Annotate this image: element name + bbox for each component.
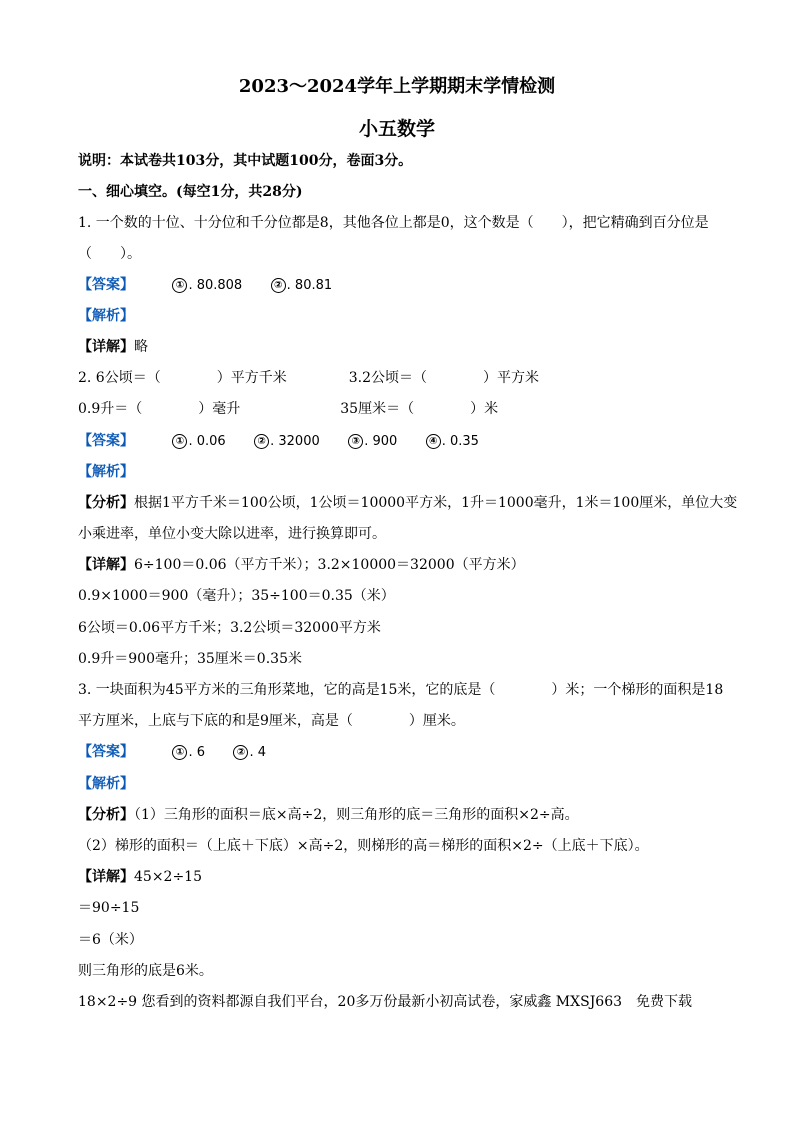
answer-value: . 4	[249, 745, 266, 760]
q2-detail-line4: 0.9升＝900毫升；35厘米＝0.35米	[78, 651, 302, 667]
q2-answer-row	[78, 432, 479, 451]
circled-number: ①	[172, 434, 187, 449]
detail-tag: 【详解】	[78, 557, 134, 573]
q2-line1	[78, 369, 539, 387]
answer-value: . 900	[364, 434, 398, 449]
q2-detail-line1	[78, 556, 525, 574]
detail-text: 6÷100＝0.06（平方千米）；3.2×10000＝32000（平方米）	[134, 557, 525, 573]
circled-number: ①	[172, 278, 187, 293]
q3-detail-line1	[78, 868, 202, 886]
answer-tag: 【答案】	[78, 277, 134, 293]
exam-title: 2023～2024学年上学期期末学情检测	[238, 76, 556, 97]
q1-line2: （ ）。	[78, 246, 141, 262]
fenxi-text: 根据1平方千米＝100公顷，1公顷＝10000平方米，1升＝1000毫升，1米＝100厘米，单位大变	[134, 495, 738, 511]
q3-line1: 3. 一块面积为45平方米的三角形菜地，它的高是15米，它的底是（ ）米；一个梯形的面积是18	[78, 682, 724, 698]
q3-fenxi-line1	[78, 806, 579, 824]
fenxi-tag: 【分析】	[78, 807, 134, 823]
answer-value: . 80.81	[286, 278, 333, 293]
q3-line2: 平方厘米，上底与下底的和是9厘米，高是（ ）厘米。	[78, 713, 465, 729]
section-title: 一、细心填空。(每空1分，共28分)	[78, 184, 303, 200]
answer-value: . 32000	[270, 434, 320, 449]
q2-part-b: 3.2公顷＝（ ）平方米	[348, 370, 539, 386]
q2-detail-line2: 0.9×1000＝900（毫升）；35÷100＝0.35（米）	[78, 588, 395, 604]
circled-number: ③	[348, 434, 363, 449]
q3-step3: ＝6（米）	[78, 932, 143, 948]
fenxi-text: （1）三角形的面积＝底×高÷2，则三角形的底＝三角形的面积×2÷高。	[134, 807, 579, 823]
fenxi-tag: 【分析】	[78, 495, 134, 511]
detail-tag: 【详解】	[78, 339, 134, 355]
circled-number: ②	[271, 278, 286, 293]
answer-value: . 0.35	[441, 434, 479, 449]
exam-subtitle: 小五数学	[358, 118, 435, 140]
answer-value: . 6	[188, 745, 205, 760]
answer-value: . 0.06	[188, 434, 226, 449]
answer-value: . 80.808	[188, 278, 243, 293]
answer-tag: 【答案】	[78, 433, 134, 449]
q1-detail	[78, 338, 148, 356]
detail-tag: 【详解】	[78, 869, 134, 885]
q2-part-d: 35厘米＝（ ）米	[340, 401, 499, 417]
circled-number: ②	[254, 434, 269, 449]
circled-number: ②	[233, 745, 248, 760]
detail-text: 45×2÷15	[134, 869, 202, 885]
q2-part-a: 2. 6公顷＝（ ）平方千米	[78, 370, 287, 386]
q2-detail-line3: 6公顷＝0.06平方千米；3.2公顷＝32000平方米	[78, 620, 381, 636]
q2-fenxi-line2: 小乘进率，单位小变大除以进率，进行换算即可。	[78, 526, 386, 542]
exam-note: 说明：本试卷共103分，其中试题100分，卷面3分。	[78, 153, 413, 169]
detail-text: 略	[134, 339, 148, 355]
q3-fenxi-line2: （2）梯形的面积＝（上底＋下底）×高÷2，则梯形的高＝梯形的面积×2÷（上底＋下底）。	[78, 838, 649, 854]
q1-line1: 1. 一个数的十位、十分位和千分位都是8，其他各位上都是0，这个数是（ ），把它精确到百分位是	[78, 215, 709, 231]
analysis-tag: 【解析】	[78, 308, 134, 324]
q3-last-line: 18×2÷9 您看到的资料都源自我们平台，20多万份最新小初高试卷，家威鑫 MXSJ663 免费下载	[78, 994, 693, 1010]
q2-part-c: 0.9升＝（ ）毫升	[78, 401, 241, 417]
q2-fenxi-line1	[78, 494, 737, 512]
circled-number: ①	[172, 745, 187, 760]
q1-answer-row	[78, 276, 332, 295]
q3-step2: ＝90÷15	[78, 900, 140, 916]
answer-tag: 【答案】	[78, 744, 134, 760]
q2-line2	[78, 400, 498, 418]
circled-number: ④	[426, 434, 441, 449]
q3-answer-row	[78, 743, 266, 762]
analysis-tag: 【解析】	[78, 464, 134, 480]
q3-conclusion: 则三角形的底是6米。	[78, 963, 213, 979]
analysis-tag: 【解析】	[78, 776, 134, 792]
